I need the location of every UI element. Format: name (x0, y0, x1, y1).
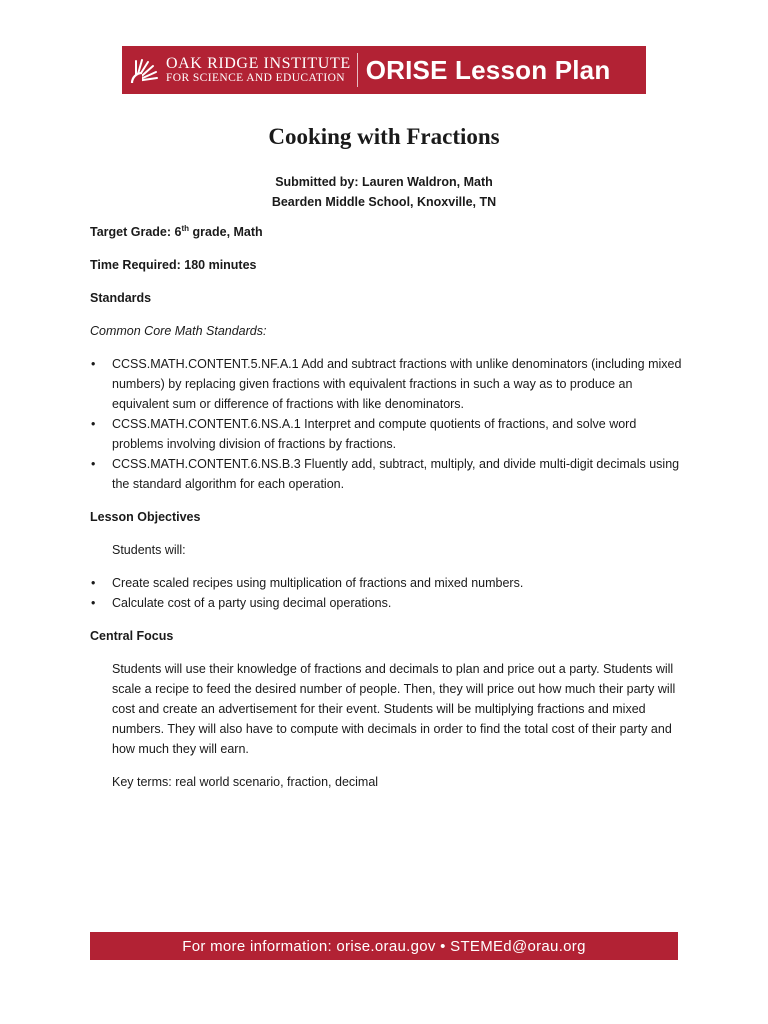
standard-text: CCSS.MATH.CONTENT.5.NF.A.1 Add and subtract fractions with unlike denominators (including mixed numbers) by replacing given fractions with equivalent fractions in such a way as to produce an equivalent sum or difference of fractions with like denominators. (112, 357, 682, 411)
header-banner (122, 46, 646, 94)
list-item (90, 454, 690, 494)
bullet-icon: • (91, 576, 96, 590)
bullet-icon: • (91, 457, 96, 471)
sunburst-logo-icon (130, 55, 160, 85)
objectives-list (90, 573, 690, 613)
school: Bearden Middle School, Knoxville, TN (271, 195, 497, 209)
list-item (90, 354, 690, 414)
standard-text: CCSS.MATH.CONTENT.6.NS.B.3 Fluently add, subtract, multiply, and divide multi-digit decimals using the standard algorithm for each operation. (112, 457, 680, 491)
time-required-label: Time Required: (90, 258, 181, 272)
list-item (90, 414, 690, 454)
standards-list (90, 354, 690, 494)
target-grade-number: 6 (174, 225, 182, 239)
submission-info (0, 172, 768, 212)
banner-divider (357, 53, 358, 87)
bullet-icon: • (91, 357, 96, 371)
lesson-content (90, 222, 690, 792)
objectives-heading: Lesson Objectives (90, 510, 201, 524)
submitted-by: Submitted by: Lauren Waldron, Math (275, 175, 493, 189)
standards-heading: Standards (90, 291, 152, 305)
key-terms: Key terms: real world scenario, fraction, decimal (112, 775, 379, 789)
objective-text: Calculate cost of a party using decimal operations. (112, 596, 392, 610)
institute-name-line1: OAK RIDGE INSTITUTE (166, 54, 351, 72)
document-title: Cooking with Fractions (268, 124, 500, 149)
banner-title: ORISE Lesson Plan (365, 54, 611, 85)
objectives-intro: Students will: (112, 543, 186, 557)
institute-name (166, 56, 351, 85)
list-item (90, 573, 690, 593)
bullet-icon: • (91, 596, 96, 610)
target-grade-label: Target Grade: (90, 225, 172, 239)
institute-name-line2: FOR SCIENCE AND EDUCATION (166, 72, 345, 85)
target-grade-rest: grade, Math (192, 225, 263, 239)
objective-text: Create scaled recipes using multiplication of fractions and mixed numbers. (112, 576, 524, 590)
bullet-icon: • (91, 417, 96, 431)
footer-banner: For more information: orise.orau.gov • STEMEd@orau.org (90, 932, 678, 960)
list-item (90, 593, 690, 613)
time-required-value: 180 minutes (184, 258, 257, 272)
standard-text: CCSS.MATH.CONTENT.6.NS.A.1 Interpret and compute quotients of fractions, and solve word problems involving division of fractions by fractions. (112, 417, 637, 451)
central-focus-body: Students will use their knowledge of fractions and decimals to plan and price out a party. Students will scale a recipe to feed the desired number of people. Then, they will price out how much their party will cost and create an advertisement for their event. Students will be multiplying fractions and mixed numbers. They will also have to compute with decimals in order to find the total cost of their party and how much they will earn. (112, 662, 676, 756)
time-required (90, 255, 690, 275)
target-grade-suffix: th (181, 223, 190, 233)
target-grade (90, 222, 690, 242)
standards-subheading: Common Core Math Standards: (90, 324, 267, 338)
central-focus-heading: Central Focus (90, 629, 174, 643)
